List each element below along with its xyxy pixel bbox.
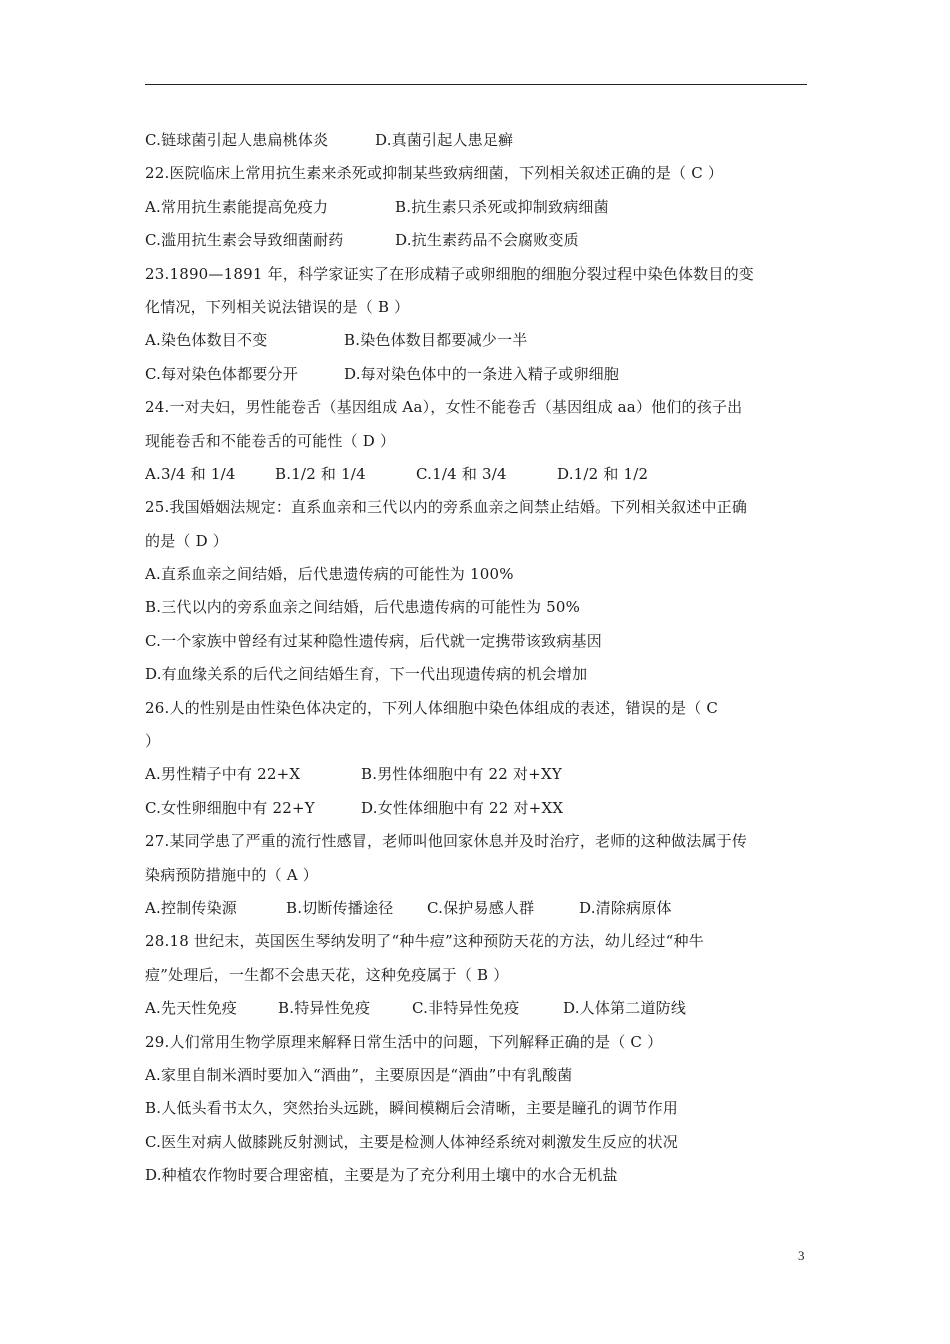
option-row xyxy=(145,992,825,1025)
text-line: D.有血缘关系的后代之间结婚生育，下一代出现遗传病的机会增加 xyxy=(145,665,588,684)
option-item: A.先天性免疫 xyxy=(145,999,238,1018)
option-item: D.1/2 和 1/2 xyxy=(557,464,649,483)
option-item: B.染色体数目都要减少一半 xyxy=(344,331,528,350)
option-item: C.女性卵细胞中有 22+Y xyxy=(145,798,315,817)
option-item: A.3/4 和 1/4 xyxy=(145,464,236,483)
text-line: A.家里自制米酒时要加入“酒曲”，主要原因是“酒曲”中有乳酸菌 xyxy=(145,1065,573,1084)
option-item: A.染色体数目不变 xyxy=(145,331,268,350)
text-line: 22.医院临床上常用抗生素来杀死或抑制某些致病细菌，下列相关叙述正确的是（ C ） xyxy=(145,164,724,183)
text-line: 29.人们常用生物学原理来解释日常生活中的问题，下列解释正确的是（ C ） xyxy=(145,1032,663,1051)
option-item: B.切断传播途径 xyxy=(286,898,394,917)
text-line: D.种植农作物时要合理密植，主要是为了充分利用土壤中的水合无机盐 xyxy=(145,1166,618,1185)
text-line: 23.1890—1891 年，科学家证实了在形成精子或卵细胞的细胞分裂过程中染色体数目的变 xyxy=(145,264,754,283)
text-line: ） xyxy=(145,732,161,751)
text-line: 27.某同学患了严重的流行性感冒，老师叫他回家休息并及时治疗，老师的这种做法属于传 xyxy=(145,832,748,851)
text-line: 的是（ D ） xyxy=(145,531,228,550)
option-item: A.控制传染源 xyxy=(145,898,238,917)
option-row xyxy=(145,458,825,491)
option-item: B.1/2 和 1/4 xyxy=(275,464,366,483)
text-line: 化情况，下列相关说法错误的是（ B ） xyxy=(145,297,410,316)
option-item: B.抗生素只杀死或抑制致病细菌 xyxy=(395,197,609,216)
option-row xyxy=(145,191,825,224)
option-item: B.特异性免疫 xyxy=(278,999,371,1018)
text-line: C.医生对病人做膝跳反射测试，主要是检测人体神经系统对刺激发生反应的状况 xyxy=(145,1132,678,1151)
option-row xyxy=(145,124,825,157)
text-line: B.三代以内的旁系血亲之间结婚，后代患遗传病的可能性为 50% xyxy=(145,598,581,617)
option-item: D.人体第二道防线 xyxy=(563,999,687,1018)
option-item: C.每对染色体都要分开 xyxy=(145,364,298,383)
option-item: A.男性精子中有 22+X xyxy=(145,765,301,784)
option-item: C.保护易感人群 xyxy=(427,898,535,917)
option-item: D.清除病原体 xyxy=(579,898,672,917)
question-body xyxy=(145,124,825,1193)
text-line: 26.人的性别是由性染色体决定的，下列人体细胞中染色体组成的表述，错误的是（ C xyxy=(145,698,719,717)
text-line: A.直系血亲之间结婚，后代患遗传病的可能性为 100% xyxy=(145,565,514,584)
option-row xyxy=(145,892,825,925)
option-item: C.滥用抗生素会导致细菌耐药 xyxy=(145,231,344,250)
option-item: B.男性体细胞中有 22 对+XY xyxy=(361,765,562,784)
option-item: C.1/4 和 3/4 xyxy=(416,464,507,483)
text-line: 28.18 世纪末，英国医生琴纳发明了“种牛痘”这种预防天花的方法，幼儿经过“种牛 xyxy=(145,932,704,951)
text-line: B.人低头看书太久，突然抬头远跳，瞬间模糊后会清晰，主要是瞳孔的调节作用 xyxy=(145,1099,678,1118)
option-item: D.抗生素药品不会腐败变质 xyxy=(395,231,579,250)
option-row xyxy=(145,324,825,357)
option-item: A.常用抗生素能提高免疫力 xyxy=(145,197,329,216)
option-item: D.真菌引起人患足癣 xyxy=(375,131,514,149)
page-number: 3 xyxy=(798,1248,805,1263)
text-line: 染病预防措施中的（ A ） xyxy=(145,865,318,884)
header-rule xyxy=(145,84,807,85)
option-row xyxy=(145,792,825,825)
option-row xyxy=(145,224,825,257)
option-item: C.非特异性免疫 xyxy=(412,999,520,1018)
option-item: C.链球菌引起人患扁桃体炎 xyxy=(145,131,329,149)
text-line: 现能卷舌和不能卷舌的可能性（ D ） xyxy=(145,431,396,450)
text-line: 痘”处理后，一生都不会患天花，这种免疫属于（ B ） xyxy=(145,965,509,984)
option-row xyxy=(145,758,825,791)
text-line: 25.我国婚姻法规定：直系血亲和三代以内的旁系血亲之间禁止结婚。下列相关叙述中正确 xyxy=(145,498,748,517)
text-line: C.一个家族中曾经有过某种隐性遗传病，后代就一定携带该致病基因 xyxy=(145,631,602,650)
text-line: 24.一对夫妇，男性能卷舌（基因组成 Aa），女性不能卷舌（基因组成 aa）他们的孩子出 xyxy=(145,398,743,417)
option-item: D.女性体细胞中有 22 对+XX xyxy=(361,798,564,817)
option-row xyxy=(145,358,825,391)
option-item: D.每对染色体中的一条进入精子或卵细胞 xyxy=(344,364,620,383)
